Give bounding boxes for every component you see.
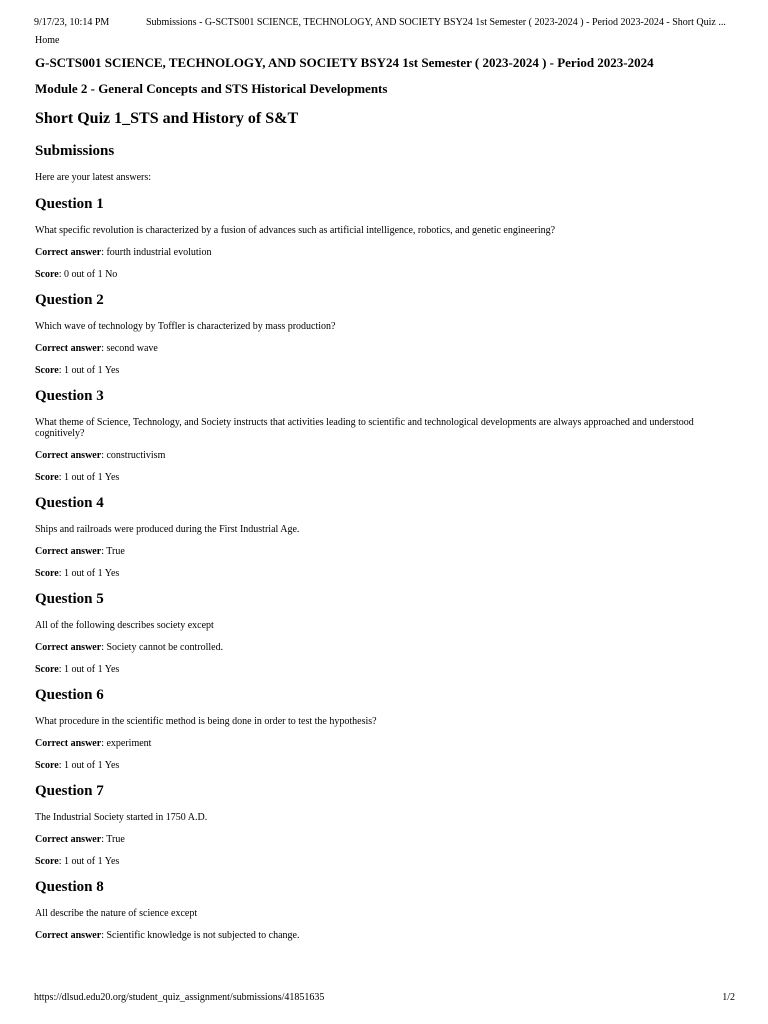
question-prompt: The Industrial Society started in 1750 A.D. [35, 812, 208, 823]
correct-answer-value: : second wave [101, 343, 158, 354]
question-1 [35, 196, 728, 280]
correct-answer-value: : fourth industrial evolution [101, 247, 212, 258]
correct-answer [35, 247, 728, 258]
question-8 [35, 879, 728, 941]
question-title: Question 6 [35, 687, 104, 703]
correct-answer-label: Correct answer [35, 738, 102, 749]
module-title: Module 2 - General Concepts and STS Historical Developments [35, 81, 388, 96]
correct-answer-label: Correct answer [35, 834, 102, 845]
correct-answer [35, 738, 728, 749]
print-datetime: 9/17/23, 10:14 PM [34, 17, 110, 28]
question-7 [35, 783, 728, 867]
correct-answer-label: Correct answer [35, 546, 102, 557]
question-3 [35, 388, 728, 483]
print-header [34, 17, 738, 28]
score-label: Score [35, 269, 59, 280]
correct-answer-value: : True [101, 546, 125, 557]
question-2 [35, 292, 728, 376]
page-number: 1/2 [722, 992, 735, 1003]
print-footer [34, 992, 735, 1003]
score [35, 269, 728, 280]
score-label: Score [35, 365, 59, 376]
score [35, 365, 728, 376]
intro-text: Here are your latest answers: [35, 172, 152, 183]
correct-answer [35, 642, 728, 653]
correct-answer-label: Correct answer [35, 343, 102, 354]
score-value: : 1 out of 1 Yes [58, 664, 120, 675]
score-value: : 1 out of 1 Yes [58, 472, 120, 483]
correct-answer [35, 834, 728, 845]
print-url: https://dlsud.edu20.org/student_quiz_assignment/submissions/41851635 [34, 992, 325, 1003]
question-prompt: Ships and railroads were produced during the First Industrial Age. [35, 524, 300, 535]
score-label: Score [35, 856, 59, 867]
question-prompt: Which wave of technology by Toffler is characterized by mass production? [35, 321, 336, 332]
question-6 [35, 687, 728, 771]
score-label: Score [35, 664, 59, 675]
correct-answer [35, 930, 728, 941]
score-label: Score [35, 760, 59, 771]
correct-answer [35, 546, 728, 557]
correct-answer-label: Correct answer [35, 247, 102, 258]
score-value: : 1 out of 1 Yes [58, 856, 120, 867]
score-label: Score [35, 568, 59, 579]
score [35, 664, 728, 675]
score [35, 568, 728, 579]
correct-answer-value: : Society cannot be controlled. [101, 642, 224, 653]
question-prompt: All describe the nature of science except [35, 908, 198, 919]
correct-answer-label: Correct answer [35, 450, 102, 461]
score-value: : 1 out of 1 Yes [58, 365, 120, 376]
home-link[interactable]: Home [35, 35, 60, 46]
correct-answer [35, 450, 728, 461]
score-label: Score [35, 472, 59, 483]
question-4 [35, 495, 728, 579]
question-prompt: What procedure in the scientific method is being done in order to test the hypothesis? [35, 716, 377, 727]
correct-answer-label: Correct answer [35, 930, 102, 941]
submissions-heading: Submissions [35, 143, 115, 159]
course-title: G-SCTS001 SCIENCE, TECHNOLOGY, AND SOCIETY BSY24 1st Semester ( 2023-2024 ) - Period 2023-2024 [35, 55, 654, 70]
score-value: : 1 out of 1 Yes [58, 760, 120, 771]
question-5 [35, 591, 728, 675]
question-prompt: What theme of Science, Technology, and Society instructs that activities leading to scientific and technological developments are always approached and understood cognitively? [35, 417, 694, 439]
question-prompt: All of the following describes society except [35, 620, 214, 631]
question-title: Question 5 [35, 591, 104, 607]
print-document-title: Submissions - G-SCTS001 SCIENCE, TECHNOLOGY, AND SOCIETY BSY24 1st Semester ( 2023-2024 ) - Period 2023-2024 - Short Quiz ... [146, 17, 726, 28]
page-content [35, 35, 728, 953]
correct-answer-value: : experiment [101, 738, 152, 749]
question-title: Question 1 [35, 196, 104, 212]
question-title: Question 8 [35, 879, 104, 895]
question-title: Question 2 [35, 292, 104, 308]
correct-answer-value: : Scientific knowledge is not subjected to change. [101, 930, 300, 941]
correct-answer [35, 343, 728, 354]
score [35, 856, 728, 867]
correct-answer-label: Correct answer [35, 642, 102, 653]
question-title: Question 3 [35, 388, 104, 404]
score-value: : 1 out of 1 Yes [58, 568, 120, 579]
correct-answer-value: : constructivism [101, 450, 166, 461]
correct-answer-value: : True [101, 834, 125, 845]
score-value: : 0 out of 1 No [58, 269, 118, 280]
score [35, 472, 728, 483]
question-title: Question 4 [35, 495, 104, 511]
question-prompt: What specific revolution is characterized by a fusion of advances such as artificial intelligence, robotics, and genetic engineering? [35, 225, 556, 236]
question-title: Question 7 [35, 783, 104, 799]
score [35, 760, 728, 771]
quiz-title: Short Quiz 1_STS and History of S&T [35, 110, 299, 127]
